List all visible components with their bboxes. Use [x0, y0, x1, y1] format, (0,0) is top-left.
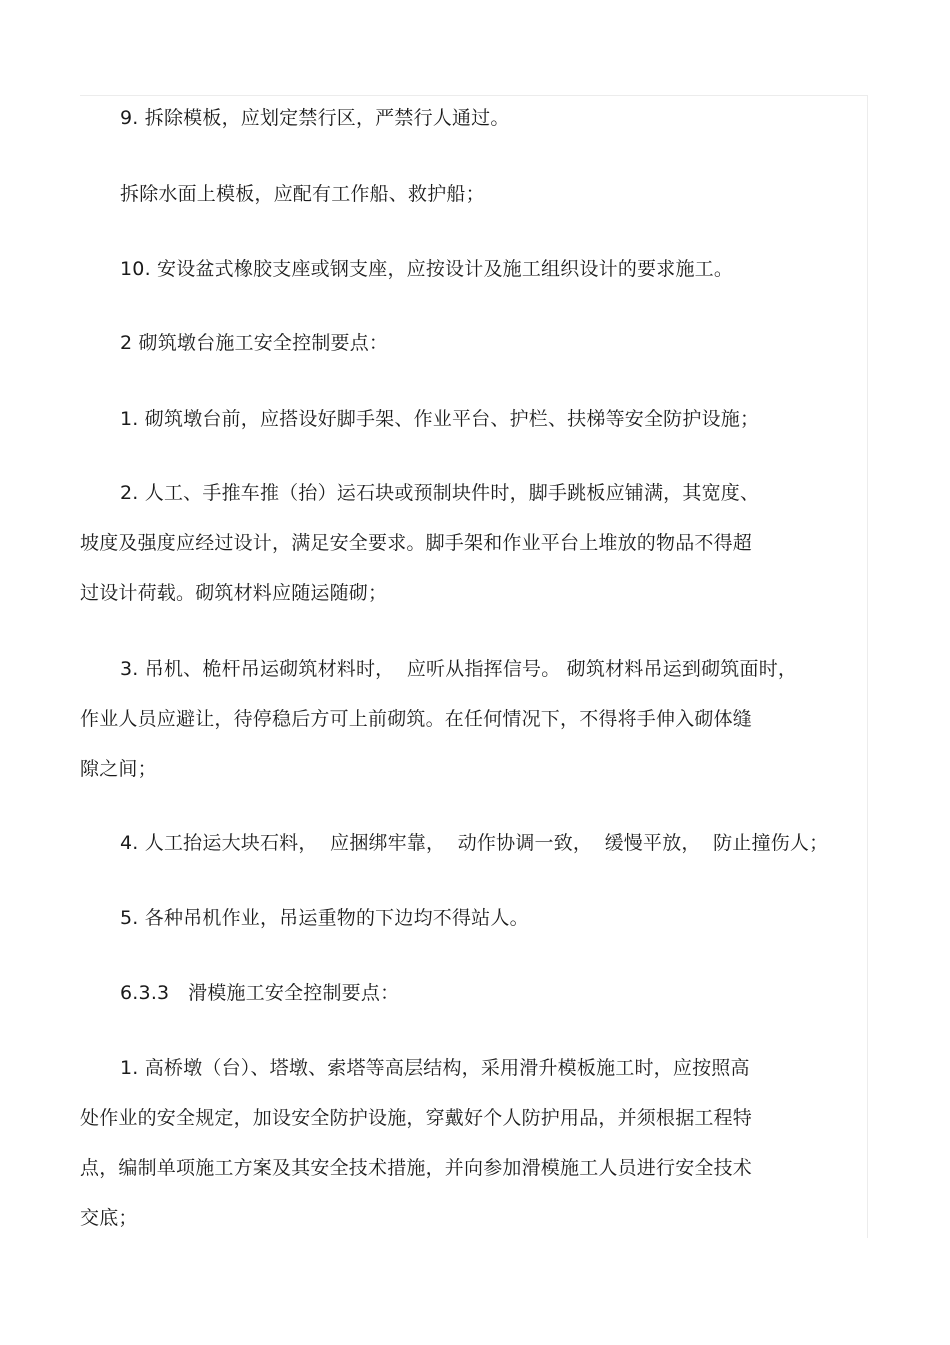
masonry-item-3-line-1: 3. 吊机、桅杆吊运砌筑材料时， 应听从指挥信号。 砌筑材料吊运到砌筑面时，	[120, 658, 798, 680]
masonry-item-2-line-3: 过设计荷载。砌筑材料应随运随砌；	[80, 582, 388, 604]
slipform-item-1-line-2: 处作业的安全规定，加设安全防护设施，穿戴好个人防护用品，并须根据工程特	[80, 1107, 753, 1129]
paragraph-10-line-1: 10. 安设盆式橡胶支座或钢支座，应按设计及施工组织设计的要求施工。	[120, 258, 734, 280]
paragraph-water-formwork-line-1: 拆除水面上模板，应配有工作船、救护船；	[120, 183, 485, 205]
masonry-item-3-line-2: 作业人员应避让，待停稳后方可上前砌筑。在任何情况下，不得将手伸入砌体缝	[80, 708, 753, 730]
slipform-item-1-line-1: 1. 高桥墩（台）、塔墩、索塔等高层结构，采用滑升模板施工时，应按照高	[120, 1057, 750, 1079]
section-heading-masonry: 2 砌筑墩台施工安全控制要点：	[120, 332, 389, 354]
paragraph-9-line-1: 9. 拆除模板，应划定禁行区，严禁行人通过。	[120, 107, 510, 129]
masonry-item-2-line-2: 坡度及强度应经过设计，满足安全要求。脚手架和作业平台上堆放的物品不得超	[80, 532, 753, 554]
masonry-item-1-line-1: 1. 砌筑墩台前，应搭设好脚手架、作业平台、护栏、扶梯等安全防护设施；	[120, 408, 760, 430]
masonry-item-3-line-3: 隙之间；	[80, 758, 157, 780]
masonry-item-5-line-1: 5. 各种吊机作业，吊运重物的下边均不得站人。	[120, 907, 529, 929]
masonry-item-4-line-1: 4. 人工抬运大块石料， 应捆绑牢靠， 动作协调一致， 缓慢平放， 防止撞伤人；	[120, 832, 829, 854]
slipform-item-1-line-4: 交底；	[80, 1207, 138, 1229]
document-page	[80, 95, 868, 1238]
masonry-item-2-line-1: 2. 人工、手推车推（抬）运石块或预制块件时，脚手跳板应铺满，其宽度、	[120, 482, 760, 504]
slipform-item-1-line-3: 点，编制单项施工方案及其安全技术措施，并向参加滑模施工人员进行安全技术	[80, 1157, 753, 1179]
section-heading-slipform: 6.3.3 滑模施工安全控制要点：	[120, 982, 400, 1004]
